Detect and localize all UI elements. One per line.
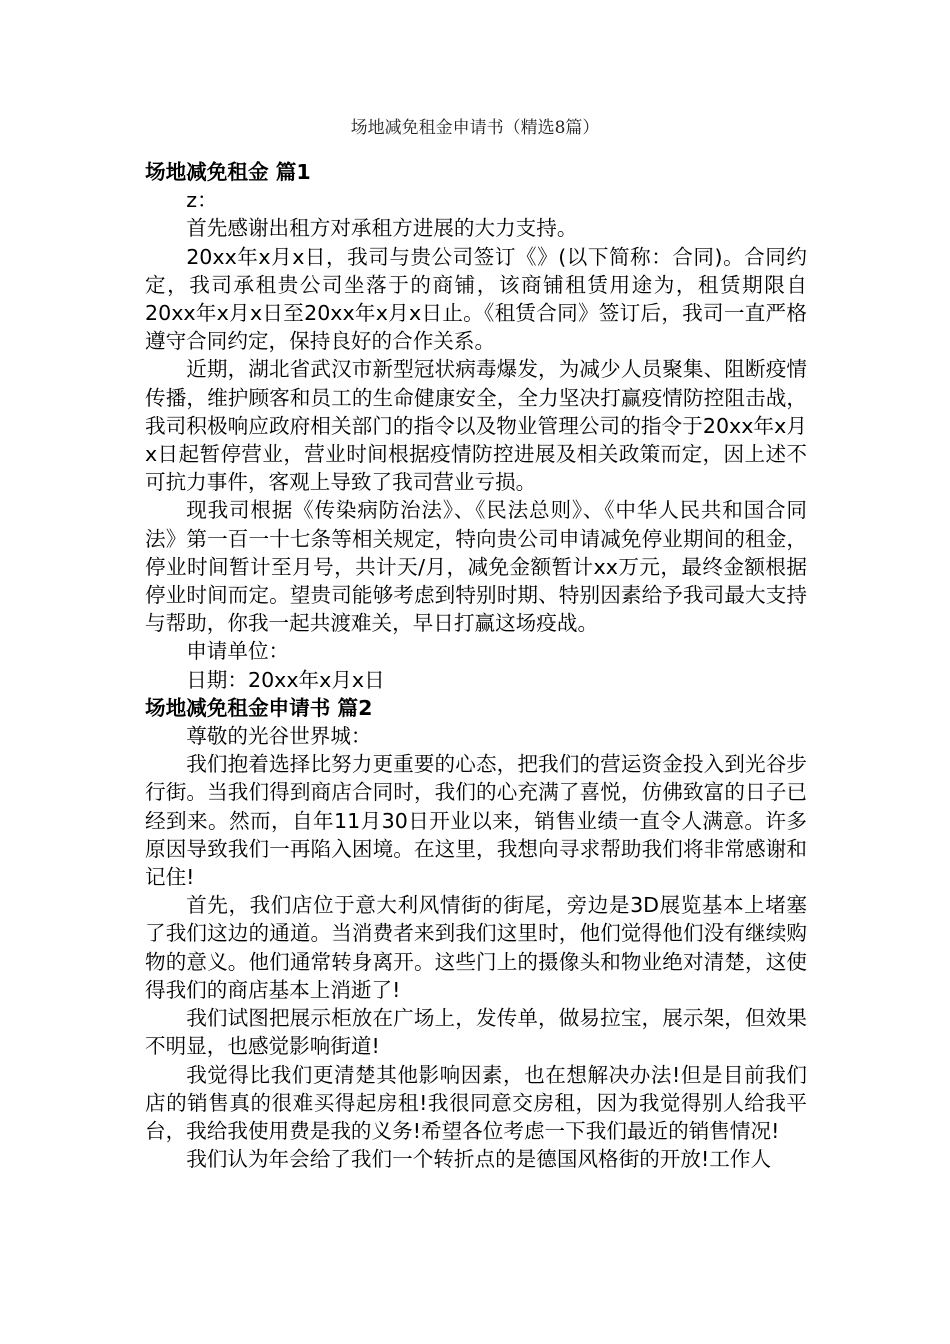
section-1-paragraph: 首先感谢出租方对承租方进展的大力支持。	[186, 216, 578, 241]
section-1-applicant: 申请单位：	[186, 639, 290, 664]
section-2-paragraph: 我们认为年会给了我们一个转折点的是德国风格街的开放!工作人	[186, 1147, 772, 1172]
document-body	[145, 158, 807, 1173]
section-1-salutation: z：	[186, 188, 218, 213]
section-2-salutation: 尊敬的光谷世界城：	[186, 724, 372, 749]
section-1-heading: 场地减免租金 篇1	[145, 160, 311, 184]
section-1-paragraph: 20xx年x月x日，我司与贵公司签订《》(以下简称：合同)。合同约定，我司承租贵公司坐落于的商铺，该商铺租赁用途为，租赁期限自20xx年x月x日至20xx年x月x日止。《租赁合同》签订后，我司一直严格遵守合同约定，保持良好的合作关系。	[145, 244, 807, 354]
section-2-heading: 场地减免租金申请书 篇2	[145, 695, 373, 720]
section-2-paragraph: 首先，我们店位于意大利风情街的街尾，旁边是3D展览基本上堵塞了我们这边的通道。当消费者来到我们这里时，他们觉得他们没有继续购物的意义。他们通常转身离开。这些门上的摄像头和物业绝对清楚，这使得我们的商店基本上消逝了!	[145, 893, 807, 1002]
section-1-date: 日期：20xx年x月x日	[186, 667, 385, 692]
section-1-paragraph: 现我司根据《传染病防治法》、《民法总则》、《中华人民共和国合同法》第一百一十七条等相关规定，特向贵公司申请减免停业期间的租金，停业时间暂计至月号，共计天/月，减免金额暂计xx万元，最终金额根据停业时间而定。望贵司能够考虑到特别时期、特别因素给予我司最大支持与帮助，你我一起共渡难关，早日打赢这场疫战。	[145, 498, 807, 636]
section-1-paragraph: 近期，湖北省武汉市新型冠状病毒爆发，为减少人员聚集、阻断疫情传播，维护顾客和员工的生命健康安全，全力坚决打赢疫情防控阻击战，我司积极响应政府相关部门的指令以及物业管理公司的指令于20xx年x月x日起暂停营业，营业时间根据疫情防控进展及相关政策而定，因上述不可抗力事件，客观上导致了我司营业亏损。	[145, 357, 807, 495]
document-title: 场地减免租金申请书（精选8篇）	[350, 118, 600, 138]
section-2-paragraph: 我们试图把展示柜放在广场上，发传单，做易拉宝，展示架，但效果不明显，也感觉影响街道!	[145, 1006, 807, 1059]
section-2-paragraph: 我们抱着选择比努力更重要的心态，把我们的营运资金投入到光谷步行街。当我们得到商店合同时，我们的心充满了喜悦，仿佛致富的日子已经到来。然而，自年11月30日开业以来，销售业绩一直令人满意。许多原因导致我们一再陷入困境。在这里，我想向寻求帮助我们将非常感谢和记住!	[145, 752, 807, 890]
section-2-paragraph: 我觉得比我们更清楚其他影响因素，也在想解决办法!但是目前我们店的销售真的很难买得起房租!我很同意交房租，因为我觉得别人给我平台，我给我使用费是我的义务!希望各位考虑一下我们最近的销售情况!	[145, 1062, 807, 1143]
